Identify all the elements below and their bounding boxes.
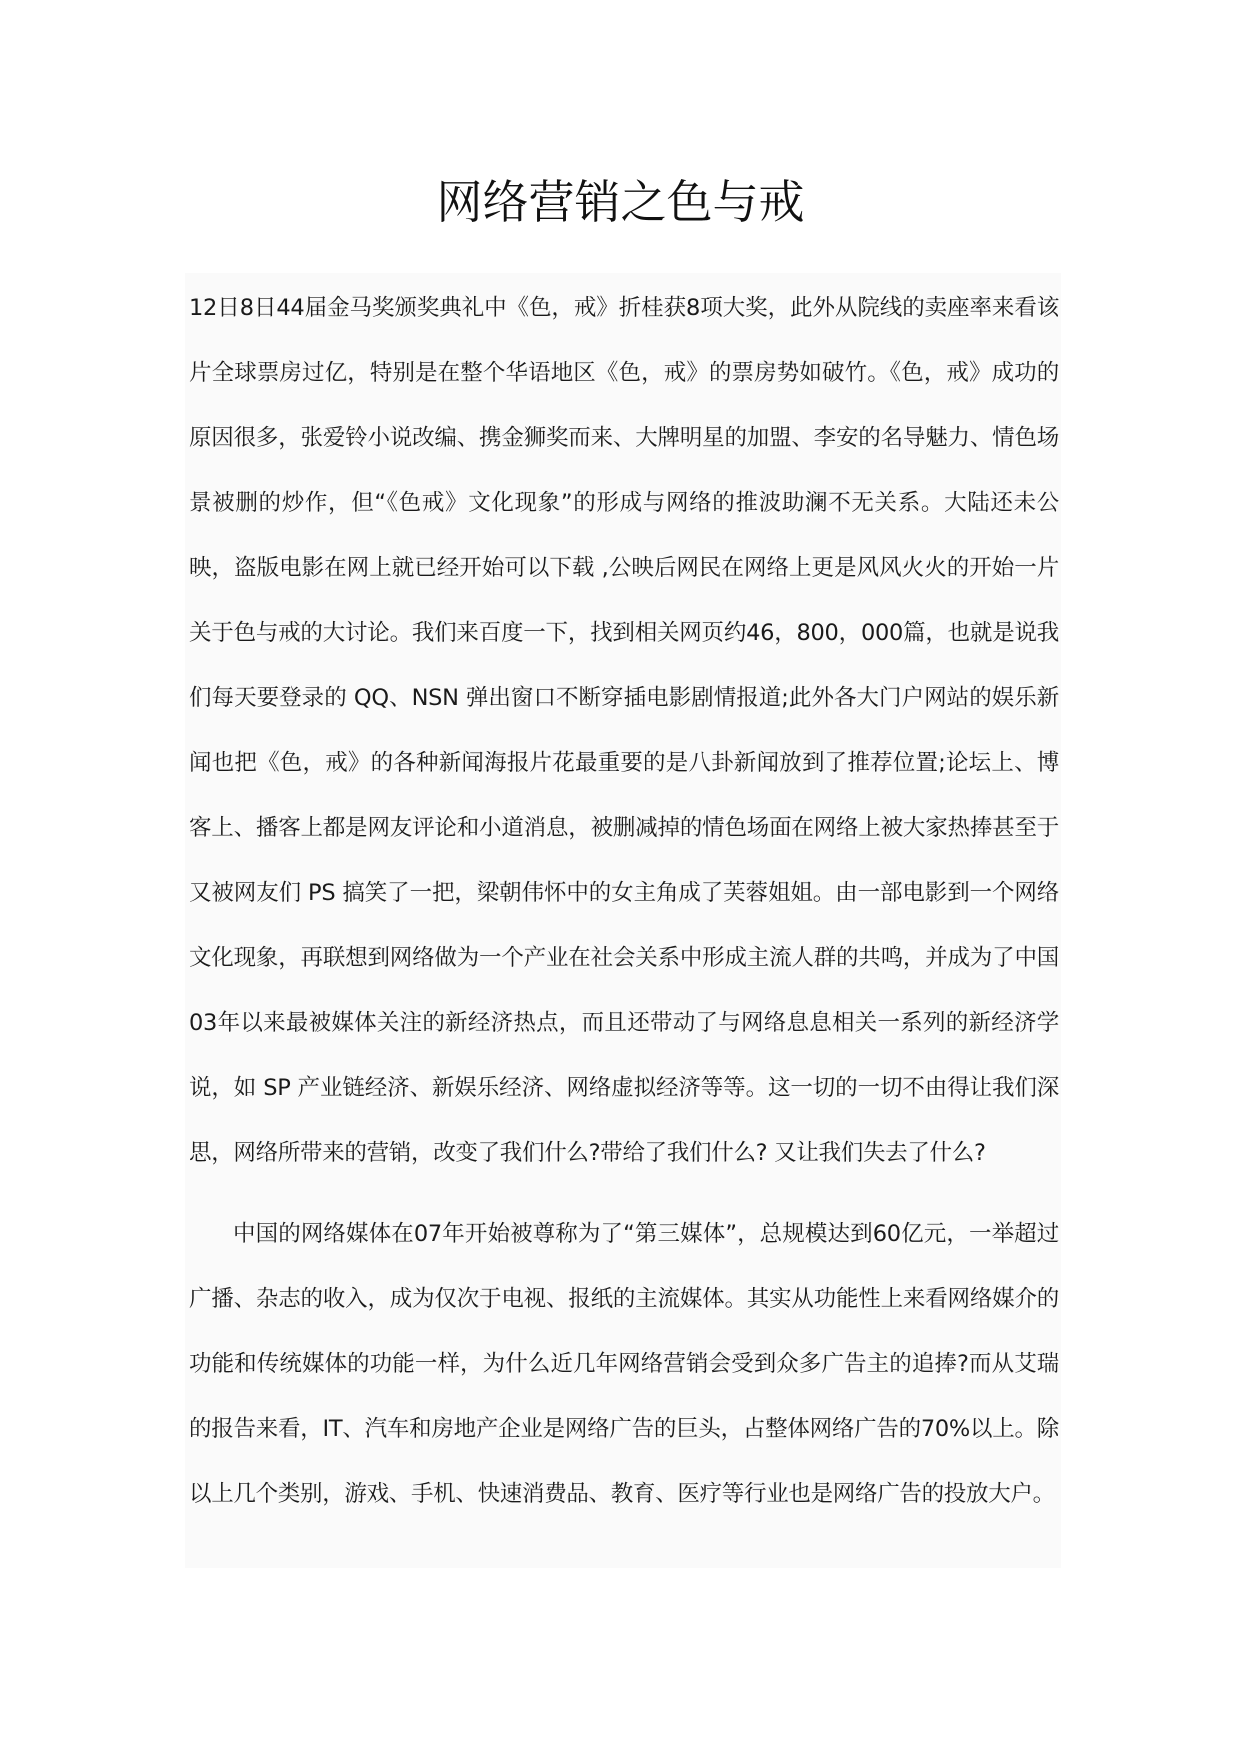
document-title: 网络营销之色与戒 bbox=[436, 175, 805, 229]
paragraph-1: 12日8日44届金马奖颁奖典礼中《色，戒》折桂获8项大奖，此外从院线的卖座率来看该片全球票房过亿，特别是在整个华语地区《色，戒》的票房势如破竹。《色，戒》成功的原因很多，张爱铃小说改编、携金狮奖而来、大牌明星的加盟、李安的名导魅力、情色场景被删的炒作，但“《色戒》文化现象”的形成与网络的推波助澜不无关系。大陆还未公映，盗版电影在网上就已经开始可以下载 ,公映后网民在网络上更是风风火火的开始一片关于色与戒的大讨论。我们来百度一下，找到相关网页约46，800，000篇，也就是说我们每天要登录的 QQ、NSN 弹出窗口不断穿插电影剧情报道;此外各大门户网站的娱乐新闻也把《色，戒》的各种新闻海报片花最重要的是八卦新闻放到了推荐位置;论坛上、博客上、播客上都是网友评论和小道消息，被删减掉的情色场面在网络上被大家热捧甚至于又被网友们 PS 搞笑了一把，梁朝伟怀中的女主角成了芙蓉姐姐。由一部电影到一个网络文化现象，再联想到网络做为一个产业在社会关系中形成主流人群的共鸣，并成为了中国03年以来最被媒体关注的新经济热点，而且还带动了与网络息息相关一系列的新经济学说，如 SP 产业链经济、新娱乐经济、网络虚拟经济等等。这一切的一切不由得让我们深思，网络所带来的营销，改变了我们什么?带给了我们什么? 又让我们失去了什么? bbox=[189, 295, 1059, 1166]
paragraph-2: 中国的网络媒体在07年开始被尊称为了“第三媒体”，总规模达到60亿元，一举超过广播、杂志的收入，成为仅次于电视、报纸的主流媒体。其实从功能性上来看网络媒介的功能和传统媒体的功能一样，为什么近几年网络营销会受到众多广告主的追捧?而从艾瑞的报告来看，IT、汽车和房地产企业是网络广告的巨头，占整体网络广告的70%以上。除以上几个类别，游戏、手机、快速消费品、教育、医疗等行业也是网络广告的投放大户。 bbox=[189, 1221, 1059, 1507]
